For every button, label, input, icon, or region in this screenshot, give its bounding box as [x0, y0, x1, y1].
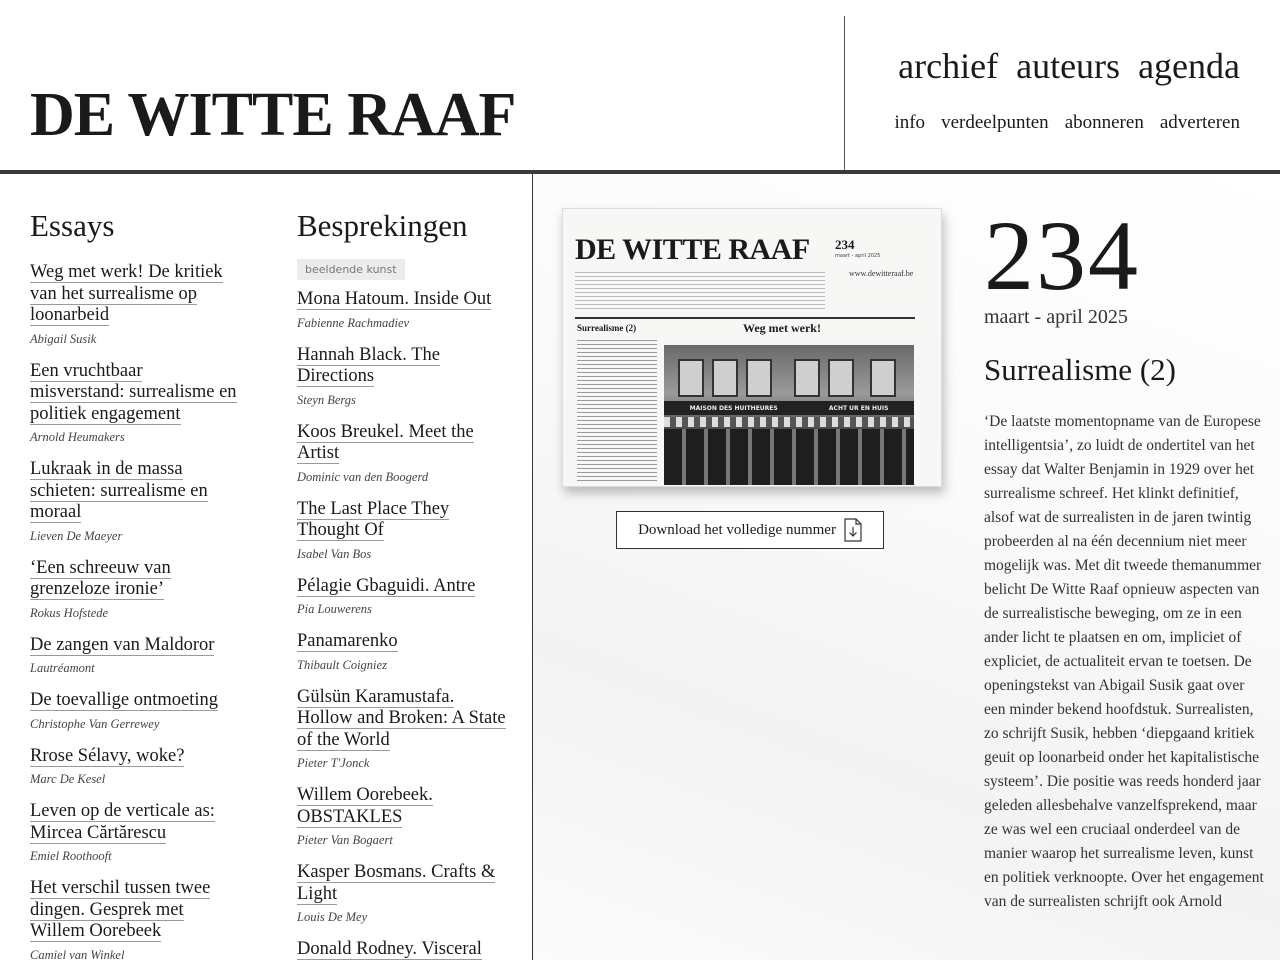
nav-adverteren[interactable]: adverteren: [1159, 112, 1240, 133]
cover-body-text: [577, 337, 657, 482]
download-issue-button[interactable]: [616, 511, 884, 549]
review-link[interactable]: Donald Rodney. Visceral: [297, 939, 482, 959]
essay-link[interactable]: De zangen van Maldoror: [30, 634, 215, 655]
cover-masthead: DE WITTE RAAF: [575, 233, 810, 266]
review-item: [297, 785, 507, 848]
essay-item: [30, 262, 240, 347]
review-item: [297, 422, 507, 485]
essay-link[interactable]: ‘Een schreeuw van grenzeloze ironie’: [30, 557, 171, 599]
essay-item: [30, 635, 240, 677]
essay-link[interactable]: Lukraak in de massa schieten: surrealisme en moraal: [30, 459, 208, 522]
review-item: [297, 687, 507, 772]
review-item: [297, 345, 507, 408]
reviews-column: [297, 174, 507, 975]
review-author: Steyn Bergs: [297, 392, 356, 407]
nav-auteurs[interactable]: auteurs: [1016, 46, 1121, 86]
review-link[interactable]: Mona Hatoum. Inside Out: [297, 289, 492, 309]
site-header: [0, 0, 1280, 174]
issue-intro-text: ‘De laatste momentopname van de Europese intelligentsia’, zo luidt de ondertitel van het essay dat Walter Benjamin in 1929 over het surrealisme schreef. Het klinkt definitief, alsof wat de surrealisten in de jaren twintig probeerden al na één decennium niet meer mogelijk was. Met dit tweede themanummer belicht De Witte Raaf opnieuw aspecten van de surrealistische beweging, om ze in een ander licht te plaatsen en om, impliciet of expliciet, de actualiteit ervan te toetsen. De openingstekst van Abigail Susik gaat over een minder bekend hoofdstuk. Surrealisten, zo schrijft Susik, hebben ‘diepgaand kritiek geuit op loonarbeid onder het kapitalistische systeem’. Die positie was reeds honderd jaar geleden allesbehalve vanzelfsprekend, maar ze was wel een cruciaal onderdeel van de manier waarop het surrealisme leven, kunst en politiek verknoopte. Over het engagement van de surrealisten schrijft ook Arnold: [984, 413, 1264, 910]
cover-rule: [575, 317, 915, 319]
review-item: [297, 499, 507, 562]
header-divider: [844, 16, 845, 170]
main-navigation: [898, 44, 1240, 88]
review-item: [297, 939, 507, 961]
review-author: Pia Louwerens: [297, 602, 372, 616]
review-link[interactable]: Koos Breukel. Meet the Artist: [297, 421, 474, 463]
photo-window: [794, 359, 820, 397]
nav-verdeelpunten[interactable]: verdeelpunten: [941, 112, 1049, 133]
photo-window: [746, 359, 772, 397]
photo-sign-text: MAISON DES HUITHEURES: [689, 404, 778, 412]
review-link[interactable]: Pélagie Gbaguidi. Antre: [297, 575, 476, 596]
download-label: Download het volledige nummer: [638, 521, 836, 538]
essays-heading: Essays: [30, 208, 115, 243]
cover-url: www.dewitteraaf.be: [849, 269, 914, 278]
nav-agenda[interactable]: agenda: [1138, 46, 1240, 86]
review-link[interactable]: Willem Oorebeek. OBSTAKLES: [297, 785, 433, 827]
essay-author: Emiel Roothooft: [30, 849, 112, 863]
issue-date: maart - april 2025: [984, 306, 1128, 328]
issue-theme-title: Surrealisme (2): [984, 352, 1176, 387]
review-author: Isabel Van Bos: [297, 546, 372, 561]
review-author: Pieter T'Jonck: [297, 756, 370, 770]
secondary-navigation: [894, 110, 1240, 136]
essay-link[interactable]: Weg met werk! De kritiek van het surrealisme op loonarbeid: [30, 262, 223, 325]
essay-item: [30, 878, 240, 963]
review-link[interactable]: Gülsün Karamustafa. Hollow and Broken: A State of the World: [297, 686, 506, 750]
cover-photo: [664, 345, 914, 485]
essay-author: Lautréamont: [30, 661, 95, 675]
cover-issue-number: 234: [835, 237, 855, 252]
essay-item: [30, 361, 240, 446]
cover-headline: Weg met werk!: [743, 321, 821, 335]
essay-link[interactable]: Het verschil tussen twee dingen. Gesprek met Willem Oorebeek: [30, 878, 211, 941]
photo-window: [678, 359, 704, 397]
issue-number: 234: [984, 200, 1140, 311]
review-item: [297, 289, 507, 331]
review-author: Louis De Mey: [297, 910, 368, 924]
essay-author: Marc De Kesel: [30, 772, 106, 786]
review-link[interactable]: Kasper Bosmans. Crafts & Light: [297, 862, 496, 904]
review-link[interactable]: Hannah Black. The Directions: [297, 344, 440, 386]
photo-shop-sign: [664, 401, 914, 415]
review-author: Thibault Coigniez: [297, 657, 387, 672]
site-logo[interactable]: DE WITTE RAAF: [30, 81, 516, 149]
photo-window: [828, 359, 854, 397]
essay-item: [30, 801, 240, 864]
review-author: Dominic van den Boogerd: [297, 469, 429, 484]
nav-info[interactable]: info: [894, 112, 926, 133]
essay-link[interactable]: Een vruchtbaar misverstand: surrealisme en politiek engagement: [30, 360, 237, 424]
photo-storefront: [664, 429, 914, 485]
essay-link[interactable]: De toevallige ontmoeting: [30, 690, 219, 710]
cover-date: maart - april 2025: [835, 253, 881, 259]
essay-author: Rokus Hofstede: [30, 605, 109, 620]
essay-author: Abigail Susik: [30, 331, 97, 346]
essay-author: Arnold Heumakers: [30, 430, 125, 444]
essay-item: [30, 746, 240, 788]
essay-item: [30, 558, 240, 621]
essay-author: Lieven De Maeyer: [30, 528, 123, 543]
nav-abonneren[interactable]: abonneren: [1064, 112, 1144, 133]
nav-archief[interactable]: archief: [898, 46, 999, 86]
essay-link[interactable]: Leven op de verticale as: Mircea Cărtărescu: [30, 801, 215, 843]
download-document-icon: [844, 518, 862, 542]
essays-column: [30, 174, 240, 977]
reviews-heading: Besprekingen: [297, 208, 468, 243]
photo-window: [870, 359, 896, 397]
essay-author: Christophe Van Gerrewey: [30, 716, 160, 731]
cover-contents-text: [575, 269, 825, 311]
photo-awning: [664, 417, 914, 427]
review-item: [297, 862, 507, 925]
category-tag[interactable]: beeldende kunst: [297, 259, 405, 280]
review-author: Fabienne Rachmadiev: [297, 315, 410, 330]
essay-item: [30, 459, 240, 544]
essay-item: [30, 690, 240, 732]
review-item: [297, 631, 507, 673]
essay-author: Camiel van Winkel: [30, 947, 125, 962]
essay-link[interactable]: Rrose Sélavy, woke?: [30, 745, 185, 766]
photo-window: [712, 359, 738, 397]
cover-section-title: Surrealisme (2): [577, 323, 637, 333]
review-author: Pieter Van Bogaert: [297, 833, 393, 847]
review-item: [297, 576, 507, 618]
review-link[interactable]: The Last Place They Thought Of: [297, 498, 450, 540]
review-link[interactable]: Panamarenko: [297, 631, 398, 651]
photo-sign-text: ACHT UR EN HUIS: [828, 404, 889, 412]
issue-cover-image[interactable]: [562, 208, 942, 487]
